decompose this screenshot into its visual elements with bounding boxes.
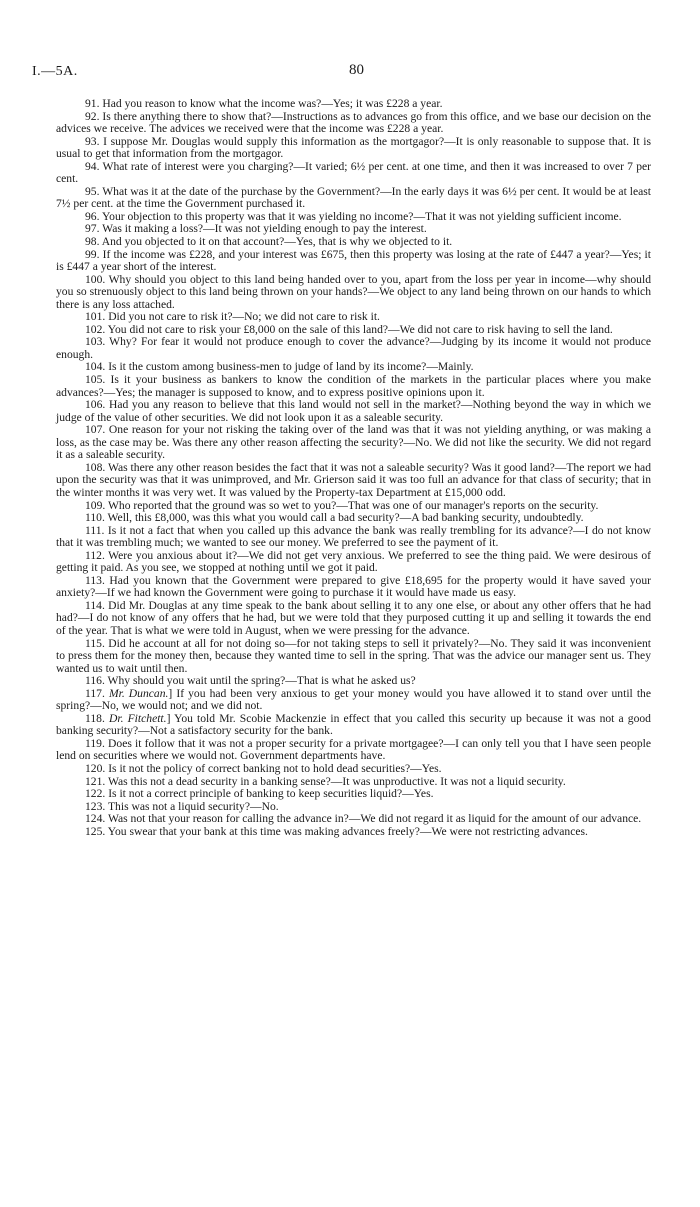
question-paragraph: 123. This was not a liquid security?—No. bbox=[85, 799, 279, 813]
question-paragraph: 113. Had you known that the Government were prepared to give £18,695 for the property would it have saved your anxiety?—If we had known the Government were going to purchase it it would have made us easy. bbox=[56, 573, 651, 600]
question-paragraph: 93. I suppose Mr. Douglas would supply this information as the mortgagor?—It is only reasonable to suppose that. It is usual to get that information from the mortgagor. bbox=[56, 134, 651, 161]
question-paragraph: 111. Is it not a fact that when you called up this advance the bank was really trembling for its advance?—I do not know that it was trembling much; we wanted to see our money. We preferred to see the payment of it. bbox=[56, 523, 651, 550]
question-paragraph: 97. Was it making a loss?—It was not yielding enough to pay the interest. bbox=[85, 222, 427, 236]
question-paragraph: 116. Why should you wait until the spring?—That is what he asked us? bbox=[85, 674, 416, 688]
question-paragraph: 102. You did not care to risk your £8,000 on the sale of this land?—We did not care to risk having to sell the land. bbox=[85, 322, 613, 336]
speaker-name: Mr. Duncan. bbox=[108, 686, 169, 700]
question-paragraph: 121. Was this not a dead security in a banking sense?—It was unproductive. It was not a liquid security. bbox=[85, 774, 566, 788]
question-paragraph: 118. Dr. Fitchett.] You told Mr. Scobie Mackenzie in effect that you called this security up because it was not a good banking security?—Not a satisfactory security for the bank. bbox=[56, 711, 651, 738]
document-reference: I.—5A. bbox=[32, 64, 78, 79]
question-paragraph: 122. Is it not a correct principle of banking to keep securities liquid?—Yes. bbox=[85, 787, 434, 801]
question-paragraph: 101. Did you not care to risk it?—No; we did not care to risk it. bbox=[85, 310, 380, 324]
question-paragraph: 104. Is it the custom among business-men to judge of land by its income?—Mainly. bbox=[85, 360, 474, 374]
question-paragraph: 119. Does it follow that it was not a proper security for a private mortgagee?—I can only tell you that I have seen people lend on securities where we would not. Government departments have. bbox=[56, 736, 651, 763]
page-header bbox=[32, 64, 650, 84]
question-paragraph: 95. What was it at the date of the purchase by the Government?—In the early days it was 6½ per cent. It would be at least 7½ per cent. at the time the Government purchased it. bbox=[56, 184, 651, 211]
question-paragraph: 105. Is it your business as bankers to know the condition of the markets in the particular places where you make advances?—Yes; the manager is supposed to know, and to express positive opinions upon it. bbox=[56, 373, 651, 399]
question-paragraph: 91. Had you reason to know what the income was?—Yes; it was £228 a year. bbox=[85, 97, 443, 110]
question-paragraph: 124. Was not that your reason for calling the advance in?—We did not regard it as liquid for the amount of our advance. bbox=[85, 812, 642, 826]
question-paragraph: 98. And you objected to it on that account?—Yes, that is why we objected to it. bbox=[85, 235, 453, 249]
question-paragraph: 96. Your objection to this property was that it was yielding no income?—That it was not yielding sufficient income. bbox=[85, 209, 622, 223]
question-paragraph: 92. Is there anything there to show that?—Instructions as to advances go from this office, and we base our decision on the advices we receive. The advices we received were that the income was £228 a year. bbox=[56, 109, 651, 136]
speaker-name: Dr. Fitchett. bbox=[108, 711, 167, 725]
question-paragraph: 112. Were you anxious about it?—We did not get very anxious. We preferred to see the thing paid. We were desirous of getting it paid. As you see, we stopped at nothing until we got it paid. bbox=[56, 548, 651, 575]
question-paragraph: 100. Why should you object to this land being handed over to you, apart from the loss per year in income—why should you so strenuously object to this land being thrown on your hands?—We object to any land being thrown on our hands to which there is any loss attached. bbox=[56, 272, 651, 311]
question-paragraph: 125. You swear that your bank at this time was making advances freely?—We were not restricting advances. bbox=[85, 824, 588, 838]
question-paragraph: 110. Well, this £8,000, was this what you would call a bad security?—A bad banking security, undoubtedly. bbox=[85, 511, 584, 525]
question-paragraph: 114. Did Mr. Douglas at any time speak to the bank about selling it to any one else, or about any other offers that he had had?—I do not know of any offers that he had, but we were told that they purposed cutting it up and selling it towards the end of the year. That is what we were told in August, when we were pressing for the advance. bbox=[56, 598, 651, 637]
testimony-body bbox=[56, 98, 651, 838]
question-paragraph: 120. Is it not the policy of correct banking not to hold dead securities?—Yes. bbox=[85, 761, 442, 775]
page-number: 80 bbox=[349, 62, 364, 78]
question-paragraph: 103. Why? For fear it would not produce enough to cover the advance?—Judging by its income it would not produce enough. bbox=[56, 335, 651, 361]
question-paragraph: 106. Had you any reason to believe that this land would not sell in the market?—Nothing beyond the way in which we judge of the value of other securities. We did not look upon it as a saleable security. bbox=[56, 398, 651, 424]
question-paragraph: 107. One reason for your not risking the taking over of the land was that it was not yielding anything, or was making a loss, as the case may be. Was there any other reason affecting the security?—No. We did not like the security. We did not regard it as a saleable security. bbox=[56, 423, 651, 462]
question-paragraph: 117. Mr. Duncan.] If you had been very anxious to get your money would you have allowed it to stand over until the spring?—No, we would not; and we did not. bbox=[56, 686, 651, 713]
question-paragraph: 94. What rate of interest were you charging?—It varied; 6½ per cent. at one time, and then it was increased to over 7 per cent. bbox=[56, 159, 651, 186]
question-paragraph: 108. Was there any other reason besides the fact that it was not a saleable security? Was it good land?—The report we had upon the security was that it was unimproved, and Mr. Grierson said it was too full an advance for that class of security; that in the winter months it was very wet. It was valued by the Property-tax Department at £15,000 odd. bbox=[56, 460, 651, 499]
question-paragraph: 115. Did he account at all for not doing so—for not taking steps to sell it privately?—No. They said it was inconvenient to press them for the money then, because they wanted time to sell in the spring. That was the advice our manager sent us. They wanted us to wait until then. bbox=[56, 636, 651, 675]
question-paragraph: 99. If the income was £228, and your interest was £675, then this property was losing at the rate of £447 a year?—Yes; it is £447 a year short of the interest. bbox=[56, 247, 651, 274]
question-paragraph: 109. Who reported that the ground was so wet to you?—That was one of our manager's reports on the security. bbox=[85, 498, 599, 512]
